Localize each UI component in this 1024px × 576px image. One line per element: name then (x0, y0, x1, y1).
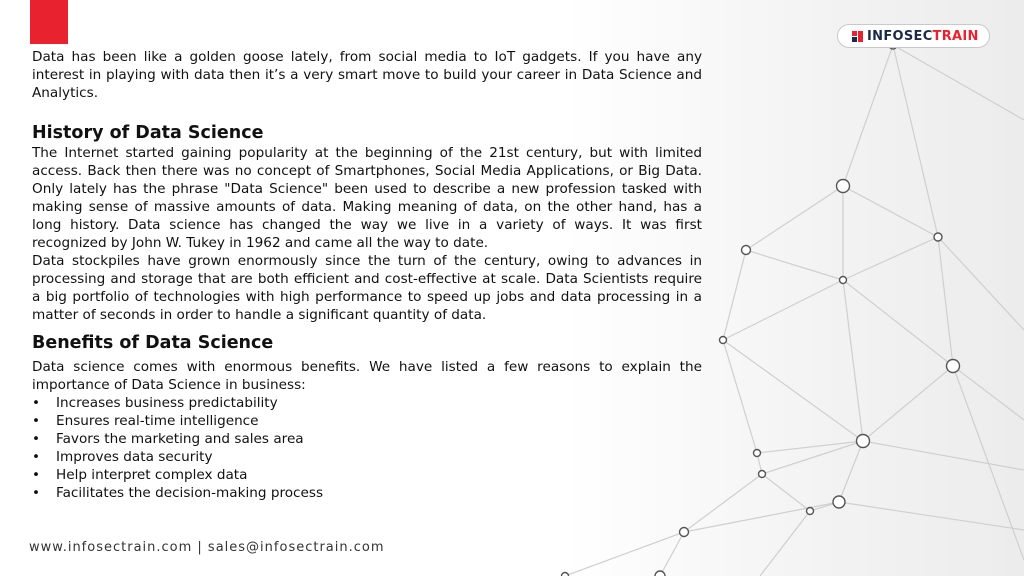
list-item: • Increases business predictability (32, 394, 702, 412)
list-item: • Help interpret complex data (32, 466, 702, 484)
intro-paragraph: Data has been like a golden goose lately, from social media to IoT gadgets. If you have any interest in playing with data then it’s a very smart move to build your career in Data Science and Analytics. (32, 49, 702, 101)
article-body (32, 48, 702, 502)
history-heading: History of Data Science (32, 123, 264, 143)
list-item: • Ensures real-time intelligence (32, 412, 702, 430)
list-item: • Favors the marketing and sales area (32, 430, 702, 448)
list-item: • Improves data security (32, 448, 702, 466)
brand-mark-icon (852, 31, 863, 42)
history-paragraph-1: The Internet started gaining popularity at the beginning of the 21st century, but with limited access. Back then there was no concept of Smartphones, Social Media Applications, or Big Data. Only lately has the phrase "Data Science" been used to describe a new profession tasked with making sense of massive amounts of data. Making meaning of data, on the other hand, has a long history. Data science has changed the way we live in a variety of ways. It was first recognized by John W. Tukey in 1962 and came all the way to date. (32, 145, 702, 251)
list-item: • Facilitates the decision-making process (32, 484, 702, 502)
benefits-list (32, 394, 702, 502)
logo-text-infosec: INFOSEC (867, 28, 933, 44)
history-paragraph-2: Data stockpiles have grown enormously since the turn of the century, owing to advances in processing and storage that are both efficient and cost-effective at scale. Data Scientists require a big portfolio of technologies with high performance to speed up jobs and data processing in a matter of seconds in order to handle a significant quantity of data. (32, 253, 702, 323)
footer-contact: www.infosectrain.com | sales@infosectrain.com (29, 540, 385, 555)
benefits-heading: Benefits of Data Science (32, 333, 274, 353)
logo-text-train: TRAIN (932, 28, 979, 44)
benefits-intro: Data science comes with enormous benefits. We have listed a few reasons to explain the importance of Data Science in business: (32, 359, 702, 393)
infosectrain-logo (837, 24, 990, 48)
